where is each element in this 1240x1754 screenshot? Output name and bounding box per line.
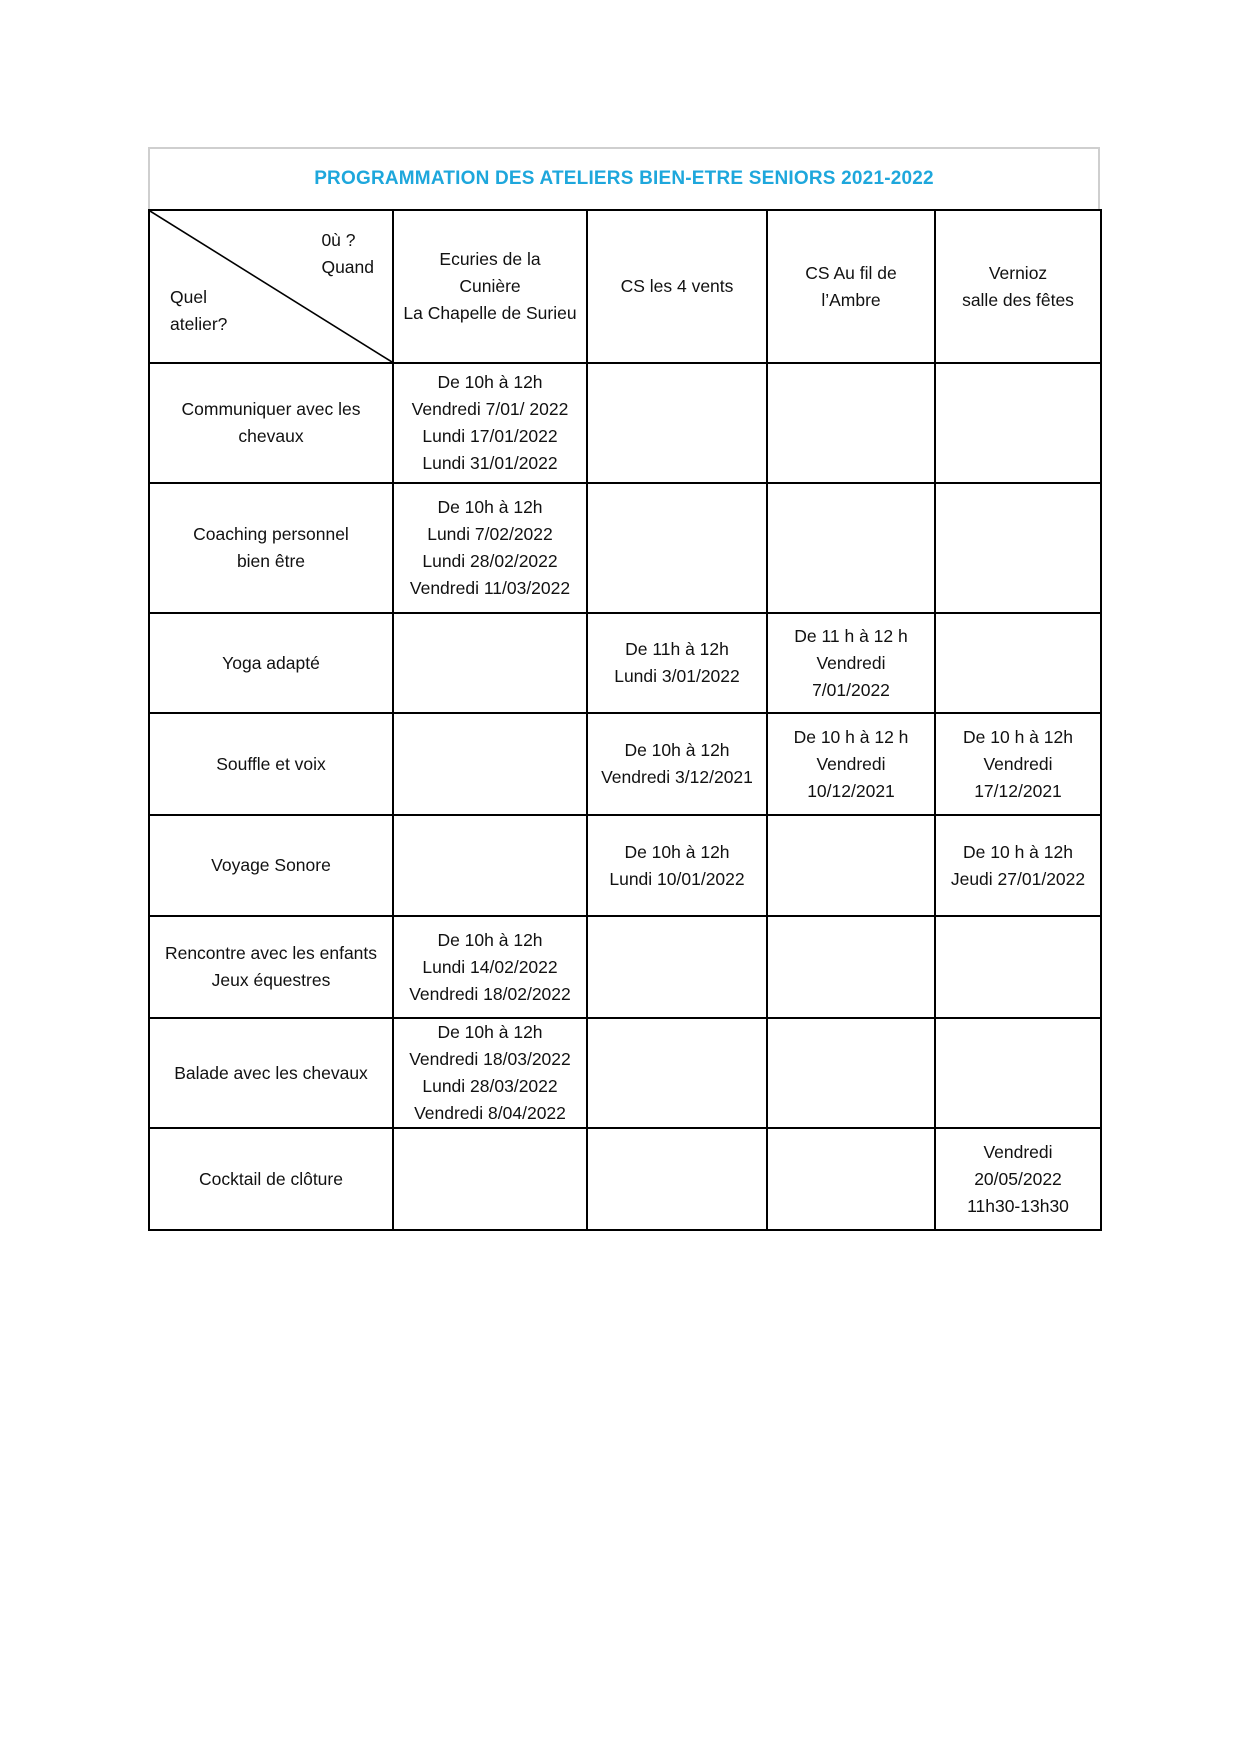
cell-line: Voyage Sonore (211, 855, 331, 875)
column-header (393, 210, 587, 363)
cell-line: Jeux équestres (211, 970, 331, 990)
schedule-cell (767, 363, 935, 483)
schedule-cell (767, 815, 935, 916)
table-row (149, 483, 1101, 613)
schedule-cell (393, 363, 587, 483)
schedule-cell (393, 483, 587, 613)
schedule-cell (587, 1018, 767, 1128)
workshop-name (149, 1128, 393, 1230)
schedule-cell (393, 1128, 587, 1230)
table-row (149, 815, 1101, 916)
table-row (149, 363, 1101, 483)
schedule-cell (935, 815, 1101, 916)
cell-line: De 10h à 12h (437, 1022, 543, 1042)
schedule-cell (935, 613, 1101, 713)
table-row (149, 613, 1101, 713)
cell-line: De 11 h à 12 h (794, 625, 908, 646)
cell-line: Souffle et voix (216, 753, 326, 774)
workshop-name (149, 815, 393, 916)
cell-line: Cocktail de clôture (199, 1168, 343, 1189)
schedule-cell (587, 815, 767, 916)
cell-line: De 10 h à 12h (963, 841, 1073, 862)
workshop-name (149, 483, 393, 613)
cell-line: 11h30-13h30 (967, 1195, 1069, 1216)
schedule-table (148, 209, 1102, 1231)
schedule-cell (935, 916, 1101, 1018)
schedule-cell (935, 1128, 1101, 1230)
table-row (149, 713, 1101, 815)
schedule-cell (767, 916, 935, 1018)
schedule-cell (587, 916, 767, 1018)
cell-line: Lundi 31/01/2022 (422, 453, 558, 473)
corner-cell (149, 210, 393, 363)
cell-line: CS Au fil de (805, 262, 897, 283)
cell-line: Lundi 7/02/2022 (427, 524, 553, 544)
cell-line: De 10h à 12h (624, 841, 730, 862)
column-header (587, 210, 767, 363)
cell-line: De 10h à 12h (437, 497, 543, 517)
schedule-cell (935, 713, 1101, 815)
corner-which-label (170, 284, 227, 338)
column-header (935, 210, 1101, 363)
cell-line: Cunière (459, 276, 521, 296)
cell-line: Vendredi 18/03/2022 (409, 1049, 571, 1069)
cell-line: Lundi 28/03/2022 (422, 1076, 558, 1096)
schedule-cell (393, 815, 587, 916)
schedule-cell (935, 1018, 1101, 1128)
cell-line: Vendredi 8/04/2022 (414, 1103, 566, 1123)
cell-line: 20/05/2022 (974, 1168, 1062, 1189)
table-row (149, 1018, 1101, 1128)
workshop-name (149, 363, 393, 483)
cell-line: 10/12/2021 (807, 780, 895, 801)
cell-line: Lundi 28/02/2022 (422, 551, 558, 571)
cell-line: Vendredi (983, 1141, 1053, 1162)
cell-line: CS les 4 vents (620, 276, 734, 296)
cell-line: Jeudi 27/01/2022 (950, 868, 1086, 889)
schedule-cell (587, 1128, 767, 1230)
cell-line: Quand (321, 257, 374, 277)
page-title: PROGRAMMATION DES ATELIERS BIEN-ETRE SENIORS 2021-2022 (148, 147, 1100, 209)
cell-line: 7/01/2022 (812, 679, 890, 700)
cell-line: 0ù ? (321, 230, 356, 250)
cell-line: Vendredi 18/02/2022 (409, 983, 571, 1004)
cell-line: chevaux (238, 426, 304, 446)
cell-line: Vendredi 7/01/ 2022 (411, 399, 569, 419)
schedule-cell (767, 1128, 935, 1230)
schedule-cell (393, 916, 587, 1018)
schedule-cell (767, 483, 935, 613)
cell-line: De 10h à 12h (437, 929, 543, 950)
cell-line: Lundi 3/01/2022 (614, 666, 740, 686)
workshop-name (149, 613, 393, 713)
cell-line: De 10 h à 12 h (793, 726, 909, 747)
schedule-cell (587, 713, 767, 815)
workshop-name (149, 1018, 393, 1128)
schedule-cell (767, 1018, 935, 1128)
workshop-name (149, 713, 393, 815)
cell-line: Lundi 10/01/2022 (609, 868, 745, 889)
cell-line: Vernioz (988, 262, 1048, 283)
cell-line: Rencontre avec les enfants (164, 943, 378, 963)
cell-line: De 11h à 12h (625, 639, 729, 659)
table-row (149, 916, 1101, 1018)
cell-line: salle des fêtes (962, 289, 1074, 310)
cell-line: De 10 h à 12h (963, 726, 1073, 747)
schedule-cell (587, 613, 767, 713)
schedule-sheet (148, 147, 1100, 1231)
schedule-cell (393, 613, 587, 713)
schedule-cell (393, 1018, 587, 1128)
cell-line: Lundi 17/01/2022 (422, 426, 558, 446)
cell-line: bien être (236, 551, 306, 571)
cell-line: De 10h à 12h (624, 740, 730, 760)
cell-line: Ecuries de la (439, 249, 541, 269)
header-row (149, 210, 1101, 363)
table-row (149, 1128, 1101, 1230)
cell-line: Vendredi 11/03/2022 (409, 578, 571, 598)
schedule-cell (935, 363, 1101, 483)
cell-line: Coaching personnel (193, 524, 349, 544)
cell-line: Quel (170, 287, 207, 307)
schedule-cell (767, 613, 935, 713)
cell-line: Communiquer avec les (181, 399, 361, 419)
corner-where-label (321, 227, 374, 281)
workshop-name (149, 916, 393, 1018)
schedule-cell (935, 483, 1101, 613)
schedule-cell (587, 363, 767, 483)
cell-line: Vendredi (816, 753, 886, 774)
cell-line: Vendredi (816, 652, 886, 673)
cell-line: Lundi 14/02/2022 (422, 956, 558, 977)
cell-line: Yoga adapté (222, 652, 320, 673)
column-header (767, 210, 935, 363)
cell-line: Vendredi (983, 753, 1053, 774)
schedule-cell (393, 713, 587, 815)
cell-line: De 10h à 12h (437, 372, 543, 392)
schedule-cell (767, 713, 935, 815)
schedule-cell (587, 483, 767, 613)
cell-line: Balade avec les chevaux (174, 1062, 368, 1083)
cell-line: l’Ambre (821, 289, 881, 310)
cell-line: Vendredi 3/12/2021 (601, 767, 753, 787)
cell-line: La Chapelle de Surieu (403, 303, 577, 323)
cell-line: atelier? (170, 314, 228, 334)
cell-line: 17/12/2021 (974, 780, 1062, 801)
